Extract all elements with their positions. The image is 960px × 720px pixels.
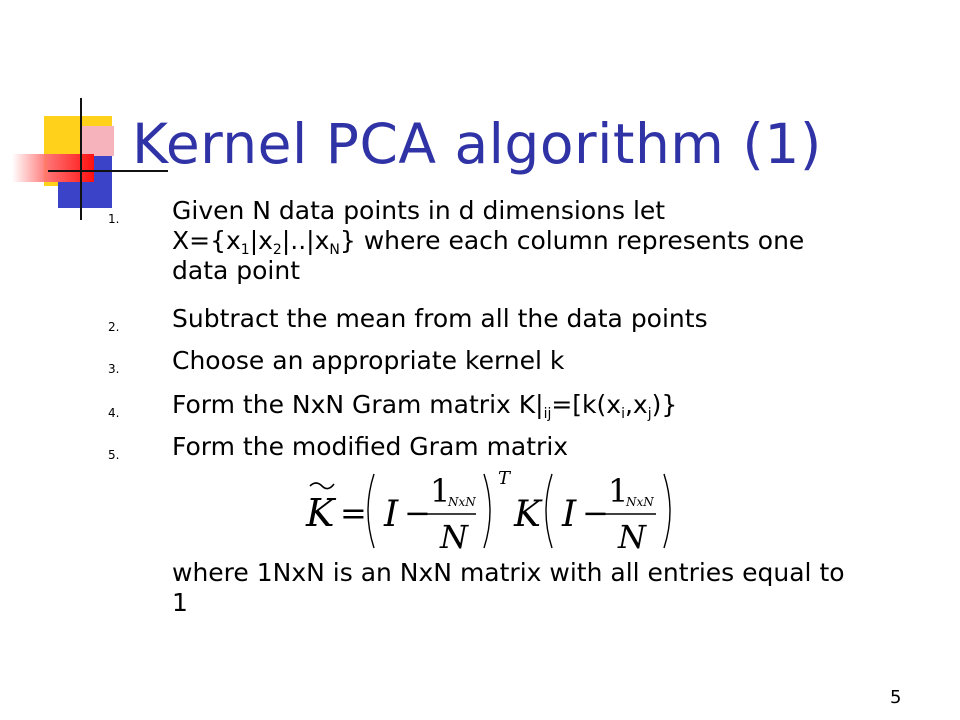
- formula-one-sub: NxN: [448, 495, 476, 509]
- formula-one: 1: [430, 472, 451, 510]
- left-paren: [546, 474, 552, 548]
- left-paren: [368, 474, 374, 548]
- modified-gram-matrix-formula: [300, 466, 700, 556]
- page-title: Kernel PCA algorithm (1): [132, 112, 822, 176]
- list-number: 1.: [108, 212, 120, 226]
- list-number: 5.: [108, 448, 120, 462]
- tilde-mark: [310, 483, 334, 489]
- formula-k-tilde: K: [306, 491, 335, 535]
- page-number: 5: [890, 687, 902, 708]
- logo-pink-square: [80, 126, 114, 156]
- list-number: 3.: [108, 362, 120, 376]
- step-text: Choose an appropriate kernel k: [172, 346, 565, 375]
- formula-minus: −: [404, 494, 431, 532]
- right-paren: [664, 474, 670, 548]
- formula-one: 1: [608, 472, 629, 510]
- formula-identity: I: [384, 494, 399, 535]
- step-text: Form the NxN Gram matrix $K|_{ij}=[k(x_i,x_j)\}$: [172, 390, 678, 422]
- formula-denominator: N: [618, 518, 646, 556]
- list-number: 4.: [108, 406, 120, 420]
- note-text-block: [172, 558, 942, 618]
- step-line: data point: [172, 256, 301, 285]
- logo-vertical-line: [80, 98, 82, 220]
- note-line: 1: [172, 588, 188, 617]
- formula-identity: I: [562, 494, 577, 535]
- note-line: where 1NxN is an NxN matrix with all entries equal to: [172, 558, 845, 587]
- formula-one-sub: NxN: [626, 495, 654, 509]
- step-line: Given N data points in d dimensions let: [172, 196, 666, 225]
- formula-k: K: [514, 494, 541, 535]
- list-number: 2.: [108, 320, 120, 334]
- step-text: Form the modified Gram matrix: [172, 432, 569, 461]
- right-paren: [484, 474, 490, 548]
- step-text: Subtract the mean from all the data points: [172, 304, 708, 333]
- step-line: $X=\{x_1|x_2|..|x_N\}$ where each column represents one: [172, 226, 805, 258]
- formula-transpose: T: [498, 468, 511, 489]
- step-text: [172, 196, 942, 286]
- formula-denominator: N: [440, 518, 468, 556]
- formula-equals: =: [340, 494, 367, 532]
- formula-minus: −: [582, 494, 609, 532]
